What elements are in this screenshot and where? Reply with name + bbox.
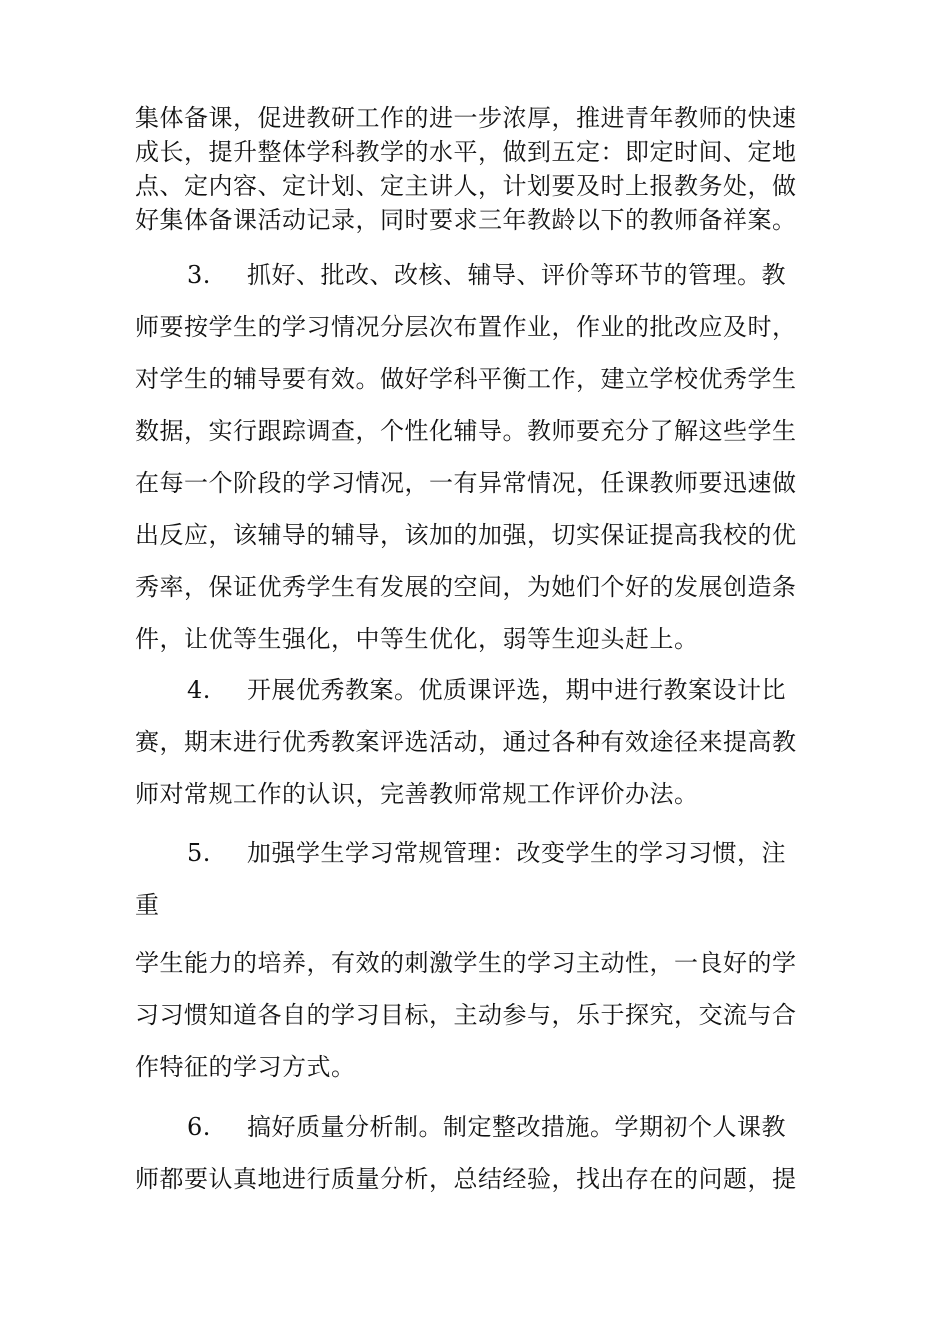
text-line: 数据，实行跟踪调查，个性化辅导。教师要充分了解这些学生 <box>135 417 797 445</box>
item-first-line <box>135 1101 835 1153</box>
item-text: 加强学生学习常规管理：改变学生的学习习惯，注 <box>247 839 786 867</box>
item-number: 4. <box>187 676 211 704</box>
text-line: 赛，期末进行优秀教案评选活动，通过各种有效途径来提高教 <box>135 728 797 756</box>
text-line: 对学生的辅导要有效。做好学科平衡工作，建立学校优秀学生 <box>135 365 797 393</box>
paragraph-item-4 <box>135 664 835 820</box>
paragraph-collective-lesson-prep <box>135 101 835 237</box>
item-number: 3. <box>187 261 211 289</box>
item-text: 抓好、批改、改核、辅导、评价等环节的管理。教 <box>247 261 786 289</box>
text-line: 师要按学生的学习情况分层次布置作业，作业的批改应及时， <box>135 313 797 341</box>
text-line: 师都要认真地进行质量分析，总结经验，找出存在的问题，提 <box>135 1165 797 1193</box>
item-number: 5. <box>187 839 211 867</box>
item-number: 6. <box>187 1113 211 1141</box>
text-line: 师对常规工作的认识，完善教师常规工作评价办法。 <box>135 780 699 808</box>
paragraph-item-3 <box>135 249 835 665</box>
text-line: 件，让优等生强化，中等生优化，弱等生迎头赶上。 <box>135 625 699 653</box>
text-line: 学生能力的培养，有效的刺激学生的学习主动性，一良好的学 <box>135 949 797 977</box>
item-text: 搞好质量分析制。制定整改措施。学期初个人课教 <box>247 1113 786 1141</box>
text-line: 集体备课，促进教研工作的进一步浓厚，推进青年教师的快速 <box>135 104 797 132</box>
text-line: 重 <box>135 891 160 919</box>
text-line: 秀率，保证优秀学生有发展的空间，为她们个好的发展创造条 <box>135 573 797 601</box>
text-line: 在每一个阶段的学习情况，一有异常情况，任课教师要迅速做 <box>135 469 797 497</box>
text-line: 习习惯知道各自的学习目标，主动参与，乐于探究，交流与合 <box>135 1001 797 1029</box>
paragraph-item-5-continued <box>135 937 835 1093</box>
paragraph-item-5 <box>135 827 835 931</box>
text-line: 好集体备课活动记录，同时要求三年教龄以下的教师备祥案。 <box>135 206 797 234</box>
text-line: 出反应，该辅导的辅导，该加的加强，切实保证提高我校的优 <box>135 521 797 549</box>
item-first-line <box>135 827 835 879</box>
paragraph-item-6 <box>135 1101 835 1205</box>
item-first-line <box>135 664 835 716</box>
text-line: 点、定内容、定计划、定主讲人，计划要及时上报教务处，做 <box>135 172 797 200</box>
text-line: 作特征的学习方式。 <box>135 1053 356 1081</box>
item-first-line <box>135 249 835 301</box>
item-text: 开展优秀教案。优质课评选，期中进行教案设计比 <box>247 676 786 704</box>
text-line: 成长，提升整体学科教学的水平，做到五定：即定时间、定地 <box>135 138 797 166</box>
